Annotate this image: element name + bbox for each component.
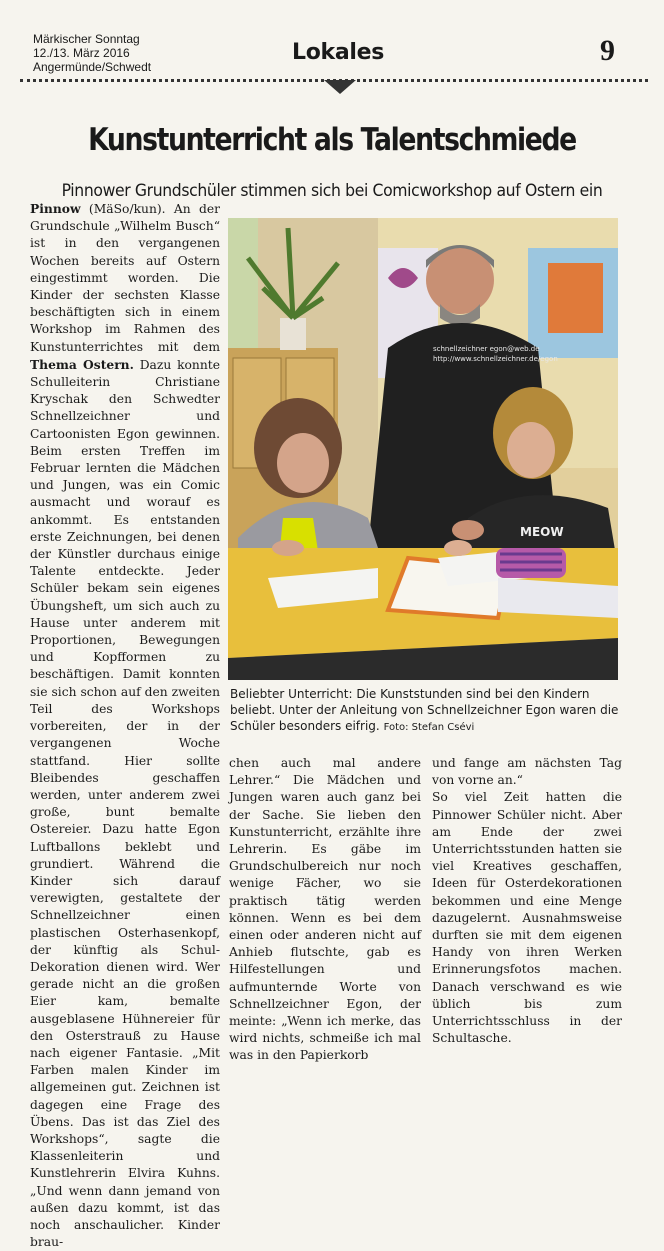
paper-meta — [33, 32, 151, 74]
photo-caption — [230, 686, 620, 736]
article-column-left — [30, 200, 220, 1251]
article-column-right — [432, 755, 622, 1047]
headline: Kunstunterricht als Talentschmiede — [88, 122, 576, 158]
intro-text: An der Grundschule „Wilhelm Busch“ ist in den vergangenen Wochen bereits auf Ostern eingestimmt worden. Die Kinder der sechsten Klasse beschäftigten sich in einem Workshop im Rahmen des Kunstunterrichtes mit dem — [30, 202, 220, 354]
topic-bold: Thema Ostern. — [30, 356, 134, 372]
page-number: 9 — [600, 34, 615, 67]
right-column-paragraph-2: So viel Zeit hatten die Pinnower Schüler nicht. Aber am Ende der zwei Unterrichtsstunden hatten sie viel Kreatives geschaffen, Ideen für Osterdekorationen bekommen und eine Menge dazugelernt. Ausnahmsweise durften sie mit dem eigenen Handy von ihren Werken Erinnerungsfotos machen. Danach verschwand es wie üblich bis zum Unterrichtsschluss in der Schultasche. — [432, 790, 622, 1046]
divider-arrow-icon — [324, 80, 356, 94]
paper-name: Märkischer Sonntag — [33, 32, 140, 46]
shirt-print-line2: http://www.schnellzeichner.de/egon — [433, 355, 558, 363]
hoodie-print: MEOW — [520, 525, 564, 539]
dateline-place: Pinnow — [30, 201, 81, 216]
left-column-text: Dazu konnte Schulleiterin Christiane Kryschak den Schwedter Schnellzeichner und Cartoonisten Egon gewinnen. Beim ersten Treffen im Februar lernten die Mädchen und Jungen, was ein Comic ausmacht und worauf es ankommt. Es entstanden erste Zeichnungen, bei denen der Künstler durchaus einige Talente entdeckte. Jeder Schüler bekam sein eigenes Übungsheft, um sich auch zu Hause unter anderem mit Proportionen, Bewegungen und Kopfformen zu beschäftigen. Damit konnten sie sich schon auf den zweiten Teil des Workshops vorbereiten, der in der vergangenen Woche stattfand. Hier sollte Bleibendes geschaffen werden, unter anderem zwei große, bunt bemalte Ostereier. Dazu hatte Egon Luftballons beklebt und grundiert. Während die Kinder sich darauf verewigten, gestaltete der Schnellzeichner einen plastischen Osterhasenkopf, der künftig als Schul-Dekoration dienen wird. Wer gerade nicht an die großen Eier kam, bemalte ausgeblasene Hühnereier für den Osterstrauß zu Hause nach eigener Fantasie. „Mit Farben malen Kinder im allgemeinen gut. Zeichnen ist dagegen eine Frage des Übens. Das ist das Ziel des Workshops“, sagte die Klassenleiterin und Kunstlehrerin Elvira Kuhns. „Und wenn dann jemand von außen dazu kommt, ist das noch anschaulicher. Kinder brau- — [30, 357, 220, 1250]
issue-date: 12./13. März 2016 — [33, 46, 130, 60]
section-title: Lokales — [292, 40, 385, 65]
shirt-print-line1: schnellzeichner egon@web.de — [433, 345, 540, 353]
article-photo — [228, 218, 618, 680]
classroom-photo-illustration — [228, 218, 618, 680]
dateline-source: (MäSo/kun). — [88, 202, 166, 216]
right-column-paragraph-1: und fange am nächsten Tag von vorne an.“ — [432, 756, 622, 788]
article-column-middle — [229, 755, 421, 1065]
photo-credit: Foto: Stefan Csévi — [383, 722, 475, 733]
region: Angermünde/Schwedt — [33, 60, 152, 74]
subheadline: Pinnower Grundschüler stimmen sich bei Comicworkshop auf Ostern ein — [61, 181, 603, 201]
caption-text: Beliebter Unterricht: Die Kunststunden sind bei den Kindern beliebt. Unter der Anleitung von Schnellzeichner Egon waren die Schüler besonders eifrig. — [230, 687, 619, 733]
middle-column-text: chen auch mal andere Lehrer.“ Die Mädchen und Jungen waren auch ganz bei der Sache. Sie lieben den Kunstunterricht, erzählte ihre Lehrerin. Es gäbe im Grundschulbereich nur noch wenige Fächer, wo sie praktisch tätig werden können. Wenn es bei dem einen oder anderen nicht auf Anhieb flutschte, gab es Hilfestellungen und aufmunternde Worte von Schnellzeichner Egon, der meinte: „Wenn ich merke, das wird nichts, schmeiße ich mal was in den Papierkorb — [229, 756, 421, 1063]
